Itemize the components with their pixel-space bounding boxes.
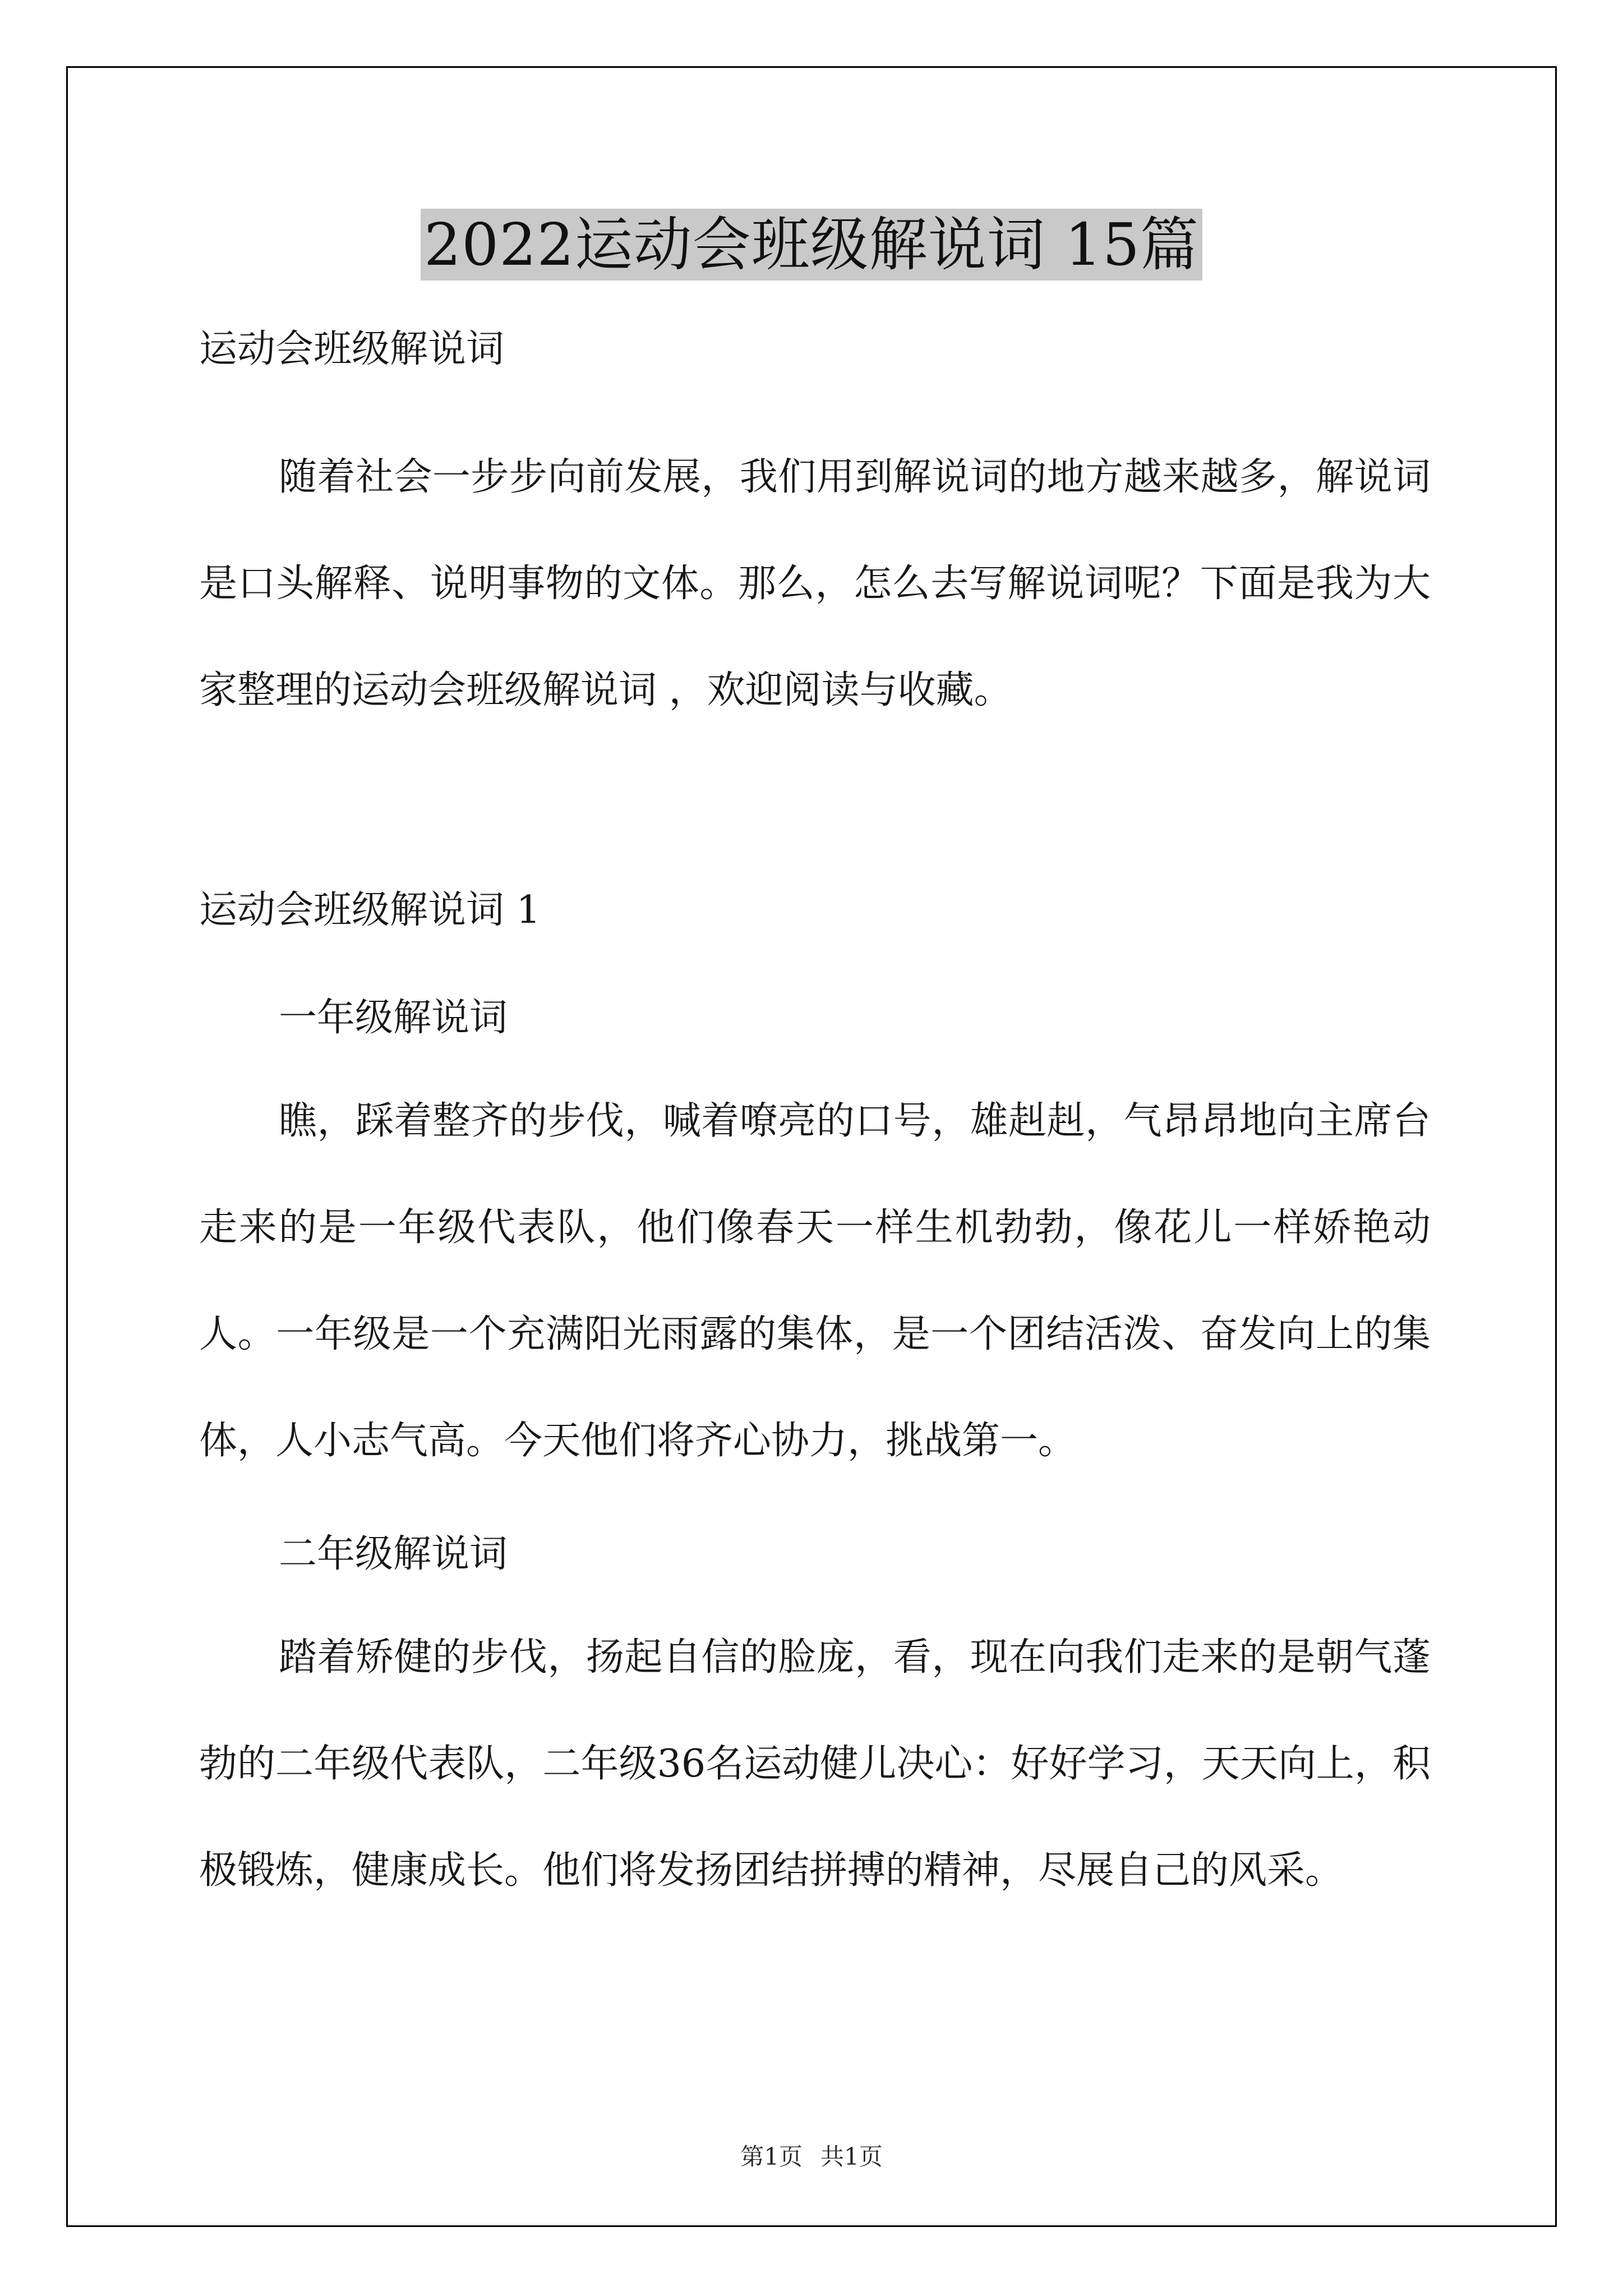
document-title: 2022运动会班级解说词 15篇 — [421, 209, 1202, 280]
grade1-heading: 一年级解说词 — [279, 996, 508, 1040]
grade1-paragraph: 瞧，踩着整齐的步伐，喊着嘹亮的口号，雄赳赳，气昂昂地向主席台走来的是一年级代表队，他们像春天一样生机勃勃，像花儿一样娇艳动人。一年级是一个充满阳光雨露的集体，是一个团结活泼、奋发向上的集体，人小志气高。今天他们将齐心协力，挑战第一。 — [199, 1099, 1431, 1463]
title-wrapper — [0, 209, 1623, 280]
grade2-heading: 二年级解说词 — [279, 1532, 508, 1576]
page-footer — [0, 2142, 1623, 2172]
intro-paragraph: 随着社会一步步向前发展，我们用到解说词的地方越来越多，解说词是口头解释、说明事物的文体。那么，怎么去写解说词呢？下面是我为大家整理的运动会班级解说词 ，欢迎阅读与收藏。 — [199, 455, 1431, 712]
grade2-paragraph: 踏着矫健的步伐，扬起自信的脸庞，看，现在向我们走来的是朝气蓬勃的二年级代表队，二年级36名运动健儿决心：好好学习，天天向上，积极锻炼，健康成长。他们将发扬团结拼搏的精神，尽展自己的风采。 — [199, 1635, 1431, 1893]
footer-page-current: 第1页 — [740, 2143, 803, 2170]
intro-heading: 运动会班级解说词 — [199, 327, 505, 371]
footer-page-total: 共1页 — [820, 2143, 883, 2170]
section-heading: 运动会班级解说词 1 — [199, 888, 541, 932]
